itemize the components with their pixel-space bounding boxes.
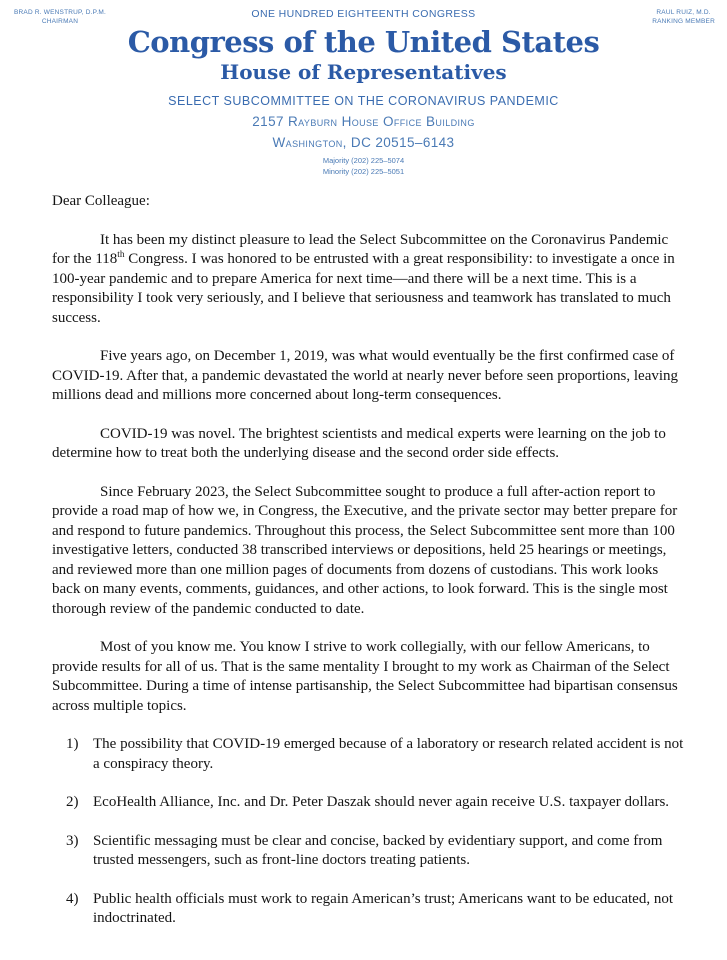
list-item-number: 4)	[66, 890, 79, 907]
phone-block	[0, 156, 727, 177]
list-item	[52, 890, 687, 929]
list-item-text: The possibility that COVID-19 emerged because of a laboratory or research related accident is not a conspiracy theory.	[93, 736, 684, 772]
phone-majority: Majority (202) 225–5074	[322, 156, 405, 166]
ranking-member-block	[652, 8, 715, 26]
salutation: Dear Colleague:	[52, 193, 150, 210]
list-item-number: 3)	[66, 832, 79, 849]
list-item-number: 2)	[66, 794, 79, 811]
paragraph-1-text-before: It has been my distinct pleasure to lead the Select Subcommittee on the Coronavirus Pandemic for the 118	[52, 231, 669, 268]
letter-paragraph-2: Five years ago, on December 1, 2019, was what would eventually be the first confirmed case of COVID-19. After that, a pandemic devastated the world at nearly never before seen proportions, leaving millions dead and millions more concerned about long-term consequences.	[52, 348, 679, 404]
address-line-2: Washington, DC 20515–6143	[272, 135, 455, 151]
list-item	[52, 735, 687, 774]
chamber-title: House of Representatives	[220, 60, 507, 85]
chairman-block	[14, 8, 106, 26]
paragraph-1-text-after: Congress. I was honored to be entrusted with a great responsibility: to investigate a once in 100-year pandemic and to prepare America for next time—and there will be a next time. This is a responsibility I took very seriously, and I believe that seriousness and teamwork has translated to much success.	[52, 251, 675, 326]
address-line-1: 2157 Rayburn House Office Building	[252, 114, 475, 130]
committee-name: SELECT SUBCOMMITTEE ON THE CORONAVIRUS PANDEMIC	[168, 94, 559, 109]
congress-session-line: ONE HUNDRED EIGHTEENTH CONGRESS	[251, 8, 476, 20]
letter-paragraph-3: COVID-19 was novel. The brightest scientists and medical experts were learning on the job to determine how to treat both the underlying disease and the second order side effects.	[52, 425, 666, 462]
letter-paragraph-4: Since February 2023, the Select Subcommittee sought to produce a full after-action report to provide a road map of how we, in Congress, the Executive, and the private sector may better prepare for and respond to future pandemics. Throughout this process, the Select Subcommittee sent more than 100 investigative letters, conducted 38 transcribed interviews or depositions, held 25 hearings or meetings, and reviewed more than one million pages of documents from dozens of custodians. This work looks back on many events, comments, guidances, and other actions, to look forward. This is the single most thorough review of the pandemic conducted to date.	[52, 483, 678, 617]
phone-minority: Minority (202) 225–5051	[322, 166, 405, 176]
list-item-text: EcoHealth Alliance, Inc. and Dr. Peter Daszak should never again receive U.S. taxpayer dollars.	[93, 794, 670, 811]
chairman-title: CHAIRMAN	[41, 18, 79, 26]
letterhead	[0, 0, 727, 177]
letter-body	[0, 177, 727, 929]
list-item	[52, 793, 687, 813]
letter-paragraph-1	[52, 231, 687, 329]
list-item-number: 1)	[66, 736, 79, 753]
ordinal-superscript: th	[117, 250, 125, 261]
ranking-member-name: RAUL RUIZ, M.D.	[656, 9, 711, 16]
list-item-text: Public health officials must work to regain American’s trust; Americans want to be educated, not indoctrinated.	[93, 890, 673, 927]
ranking-member-title: RANKING MEMBER	[652, 18, 715, 26]
list-item	[52, 832, 687, 871]
list-item-text: Scientific messaging must be clear and concise, backed by evidentiary support, and come from trusted messengers, such as front-line doctors treating patients.	[93, 832, 663, 869]
institution-title: Congress of the United States	[127, 25, 600, 59]
chairman-name: BRAD R. WENSTRUP, D.P.M.	[14, 9, 106, 16]
consensus-topics-list	[52, 735, 687, 929]
letter-paragraph-5: Most of you know me. You know I strive to work collegially, with our fellow Americans, to provide results for all of us. That is the same mentality I brought to my work as Chairman of the Select Subcommittee. During a time of intense partisanship, the Select Subcommittee had bipartisan consensus across multiple topics.	[52, 639, 678, 714]
